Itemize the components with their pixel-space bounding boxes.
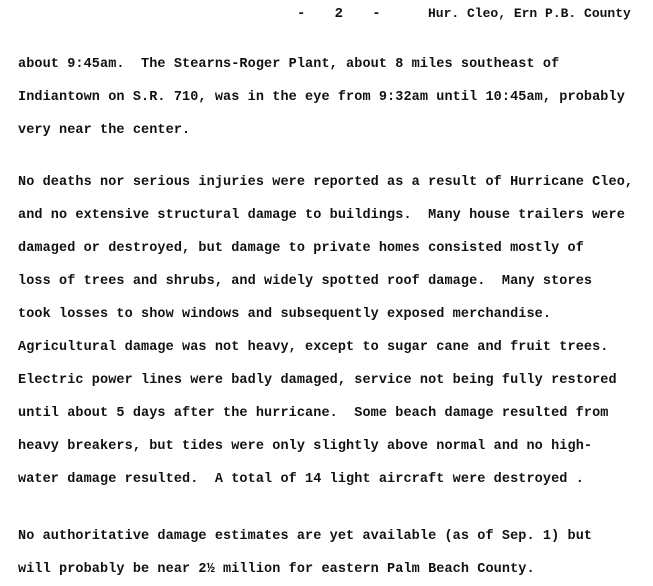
paragraph-damage-report: [18, 166, 648, 496]
text-line: loss of trees and shrubs, and widely spotted roof damage. Many stores: [18, 274, 593, 289]
text-line: Electric power lines were badly damaged, service not being fully restored: [18, 373, 617, 388]
text-line: about 9:45am. The Stearns-Roger Plant, about 8 miles southeast of: [18, 57, 560, 72]
text-line: water damage resulted. A total of 14 light aircraft were destroyed .: [18, 472, 584, 487]
text-line: Agricultural damage was not heavy, except to sugar cane and fruit trees.: [18, 340, 609, 355]
text-line: damaged or destroyed, but damage to private homes consisted mostly of: [18, 241, 584, 256]
paragraph-eye-passage: [18, 48, 648, 147]
text-line: took losses to show windows and subsequently exposed merchandise.: [18, 307, 552, 322]
text-line: Indiantown on S.R. 710, was in the eye from 9:32am until 10:45am, probably: [18, 90, 625, 105]
page-number: - 2 -: [297, 6, 382, 22]
text-line: No deaths nor serious injuries were reported as a result of Hurricane Cleo,: [18, 175, 634, 190]
text-line: will probably be near 2½ million for eastern Palm Beach County.: [18, 562, 535, 577]
text-line: and no extensive structural damage to buildings. Many house trailers were: [18, 208, 625, 223]
page-header-title: Hur. Cleo, Ern P.B. County: [428, 6, 631, 21]
text-line: No authoritative damage estimates are yet available (as of Sep. 1) but: [18, 529, 593, 544]
text-line: heavy breakers, but tides were only slightly above normal and no high-: [18, 439, 593, 454]
text-line: very near the center.: [18, 123, 191, 138]
paragraph-damage-estimate: [18, 520, 648, 586]
text-line: until about 5 days after the hurricane. Some beach damage resulted from: [18, 406, 609, 421]
